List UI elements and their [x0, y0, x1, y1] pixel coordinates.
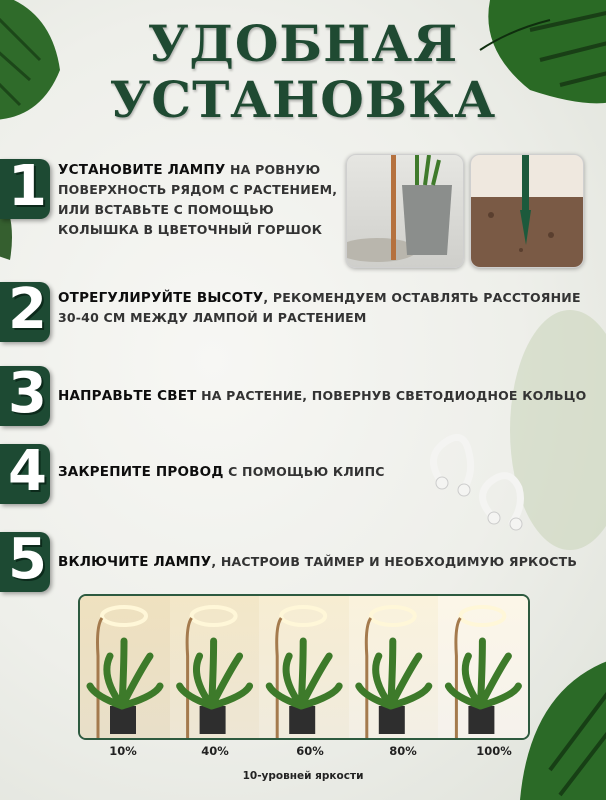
step-1-text: [58, 160, 348, 240]
step-5-text: [58, 552, 603, 572]
step-4-rest: С ПОМОЩЬЮ КЛИПС: [223, 464, 385, 479]
step-3-rest: НА РАСТЕНИЕ, ПОВЕРНУВ СВЕТОДИОДНОЕ КОЛЬЦО: [196, 388, 587, 403]
step-1-rest: НА РОВНУЮ: [225, 162, 321, 177]
brightness-label-40: 40%: [201, 744, 229, 758]
step-number: 1: [8, 154, 47, 219]
stake-in-soil-photo: [470, 154, 584, 268]
brightness-label-80: 80%: [389, 744, 417, 758]
brightness-label-60: 60%: [296, 744, 324, 758]
step-3-text: [58, 386, 603, 406]
step-4: [0, 440, 606, 504]
brightness-label-10: 10%: [109, 744, 137, 758]
lamp-on-surface-photo: [346, 154, 464, 268]
step-number: 2: [8, 277, 47, 342]
brightness-caption: 10-уровней яркости: [242, 770, 364, 782]
step-1-bold: УСТАНОВИТЕ ЛАМПУ: [58, 162, 226, 178]
page-title-line1: УДОБНАЯ: [147, 14, 459, 73]
step-1-line4: КОЛЫШКА В ЦВЕТОЧНЫЙ ГОРШОК: [58, 222, 323, 237]
step-2-bold: ОТРЕГУЛИРУЙТЕ ВЫСОТУ: [58, 290, 264, 306]
step-1-line2: ПОВЕРХНОСТЬ РЯДОМ С РАСТЕНИЕМ,: [58, 182, 338, 197]
step-2-text: [58, 288, 598, 328]
brightness-label-100: 100%: [476, 744, 512, 758]
step-5-bold: ВКЛЮЧИТЕ ЛАМПУ: [58, 554, 212, 570]
step-4-text: [58, 462, 438, 482]
page-title-line2: УСТАНОВКА: [109, 70, 497, 129]
brightness-levels-image: [78, 594, 530, 740]
step-number: 3: [8, 361, 47, 426]
step-3-bold: НАПРАВЬТЕ СВЕТ: [58, 388, 197, 404]
step-1-line3: ИЛИ ВСТАВЬТЕ С ПОМОЩЬЮ: [58, 202, 274, 217]
step-5: [0, 528, 606, 592]
step-4-bold: ЗАКРЕПИТЕ ПРОВОД: [58, 464, 224, 480]
step-number: 5: [8, 527, 47, 592]
step-3: [0, 361, 606, 428]
lamp-plants-illustration: [80, 596, 528, 738]
step-5-rest: , НАСТРОИВ ТАЙМЕР И НЕОБХОДИМУЮ ЯРКОСТЬ: [211, 554, 578, 569]
step-2-rest: , РЕКОМЕНДУЕМ ОСТАВЛЯТЬ РАССТОЯНИЕ: [263, 290, 581, 305]
step-2-line2: 30-40 СМ МЕЖДУ ЛАМПОЙ И РАСТЕНИЕМ: [58, 310, 367, 325]
step-2: [0, 278, 606, 348]
step-number: 4: [8, 439, 47, 504]
